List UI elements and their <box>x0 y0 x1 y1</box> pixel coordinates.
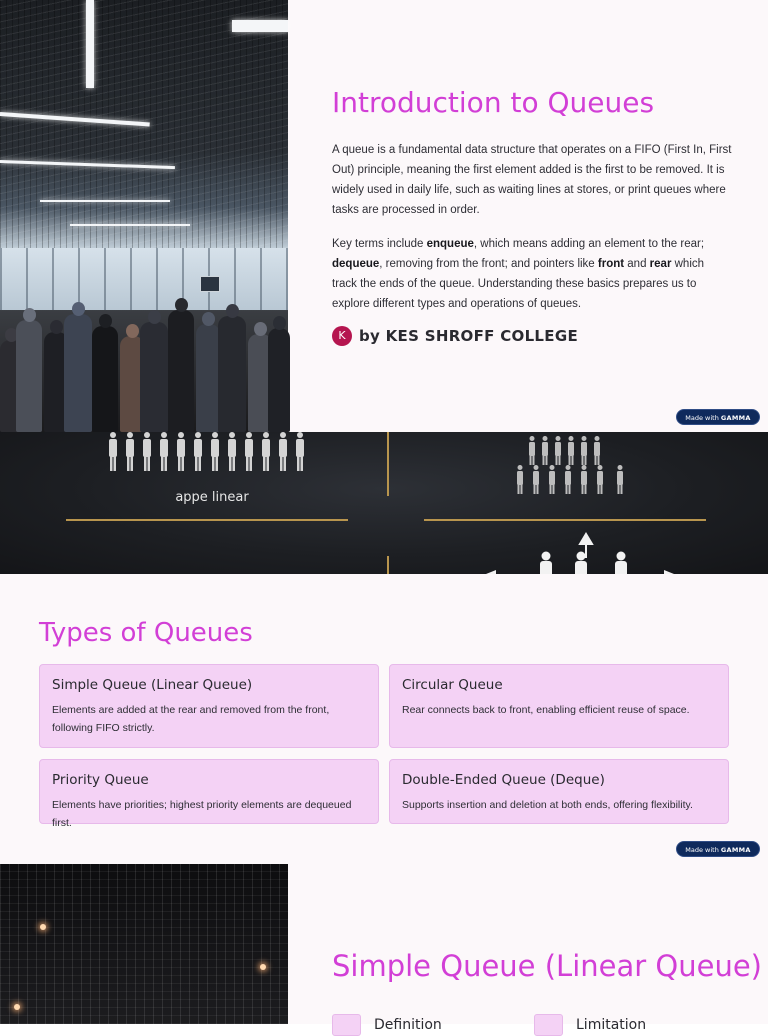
queue-diagram-banner <box>0 432 768 574</box>
avatar: K <box>332 326 352 346</box>
card-title: Circular Queue <box>402 677 503 693</box>
made-with-gamma-badge[interactable]: Made with GAMMA <box>676 841 760 857</box>
card-description: Rear connects back to front, enabling efficient reuse of space. <box>402 704 690 716</box>
term-rear: rear <box>649 258 672 270</box>
card-deque <box>389 759 729 824</box>
banner-caption: appe linear <box>175 490 249 505</box>
limitation-item <box>534 1014 646 1036</box>
definition-marker <box>332 1014 361 1036</box>
author-byline <box>332 326 732 346</box>
card-title: Simple Queue (Linear Queue) <box>52 677 253 693</box>
key-terms-paragraph: Key terms include enqueue, which means adding an element to the rear; dequeue, removing from the front; and pointers like front and rear which track the ends of the queue. Understanding these basics prepares us to explore different types and operations of queues. <box>332 238 705 310</box>
limitation-label: Limitation <box>576 1017 647 1033</box>
card-description: Supports insertion and deletion at both ends, offering flexibility. <box>402 799 693 811</box>
queue-figures-right <box>517 436 623 494</box>
limitation-marker <box>534 1014 563 1036</box>
intro-content <box>332 84 732 346</box>
author-name: by KES SHROFF COLLEGE <box>359 327 578 345</box>
slide-types-of-queues <box>0 574 768 864</box>
crowd <box>0 290 288 432</box>
definition-item <box>332 1014 442 1036</box>
ceiling-photo <box>0 864 288 1024</box>
slide-title: Introduction to Queues <box>332 86 655 119</box>
dequeue-figures <box>486 534 674 578</box>
card-description: Elements have priorities; highest priority elements are dequeued first. <box>52 799 352 829</box>
slide-introduction <box>0 0 768 432</box>
card-priority-queue <box>39 759 379 829</box>
airport-crowd-photo <box>0 0 288 432</box>
slide-simple-queue <box>0 864 768 1033</box>
card-simple-queue <box>39 664 379 748</box>
slide-title: Simple Queue (Linear Queue) <box>332 949 762 983</box>
queue-people-diagram <box>0 432 768 574</box>
card-title: Priority Queue <box>52 772 149 788</box>
card-description: Elements are added at the rear and removed from the front, following FIFO strictly. <box>52 704 330 734</box>
term-enqueue: enqueue <box>426 238 474 250</box>
card-title: Double-Ended Queue (Deque) <box>402 772 605 788</box>
intro-paragraph: A queue is a fundamental data structure that operates on a FIFO (First In, First Out) principle, meaning the first element added is the first to be removed. It is widely used in daily life, such as waiting lines at stores, or print queues where tasks are processed in order. <box>332 144 732 216</box>
made-with-gamma-badge[interactable]: Made with GAMMA <box>676 409 760 425</box>
term-dequeue: dequeue <box>332 258 380 270</box>
term-front: front <box>597 258 625 270</box>
definition-label: Definition <box>374 1017 442 1033</box>
slide-title: Types of Queues <box>39 618 253 648</box>
queue-figures-left <box>109 432 304 471</box>
card-circular-queue <box>389 664 729 748</box>
